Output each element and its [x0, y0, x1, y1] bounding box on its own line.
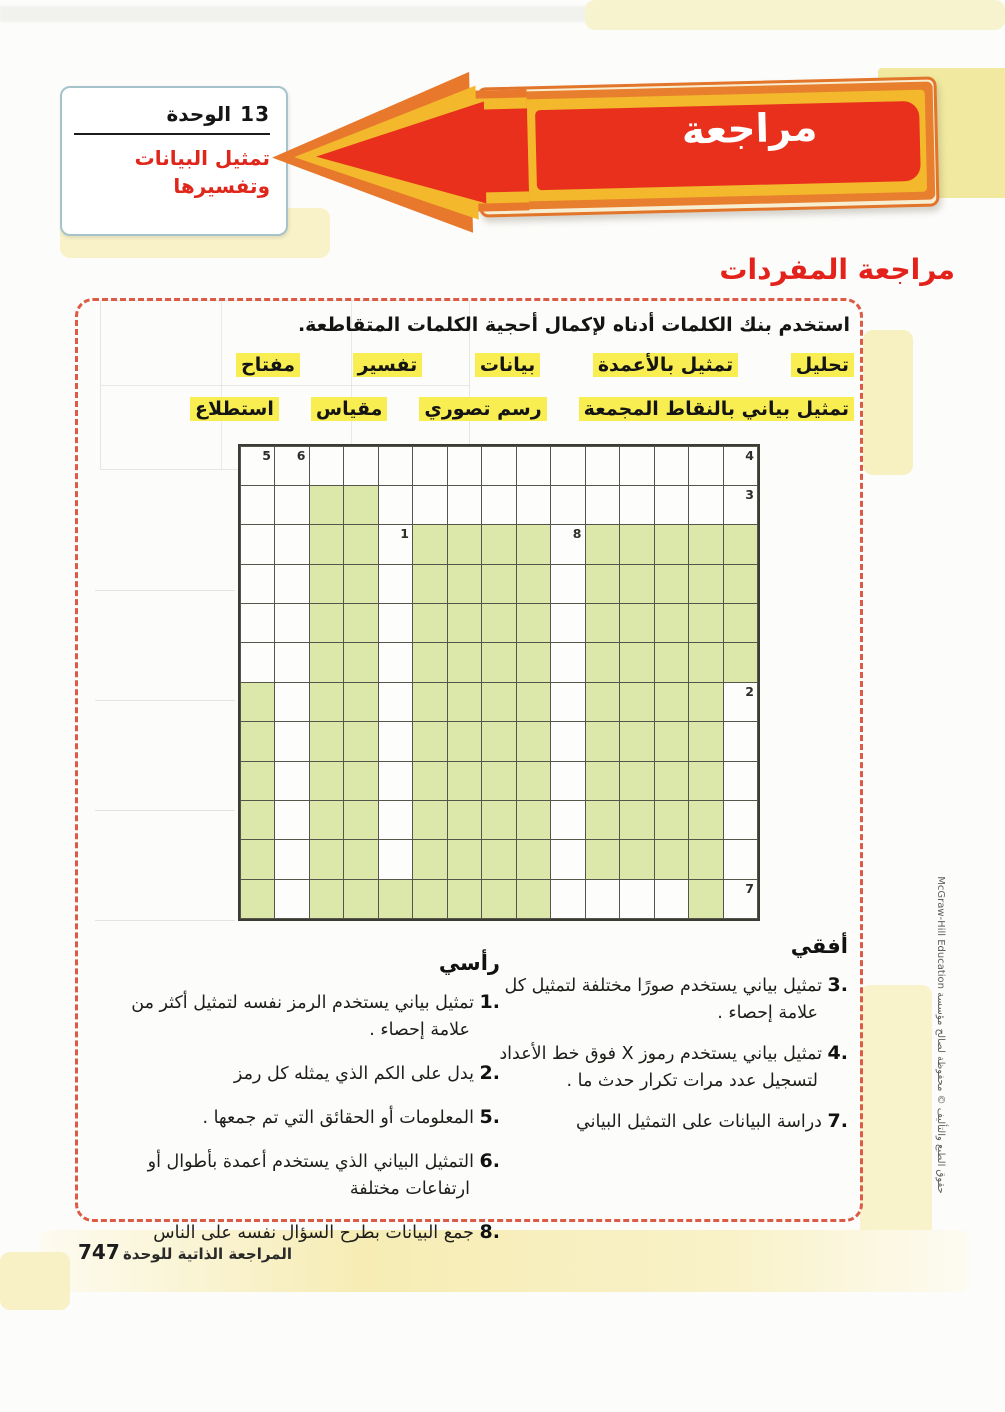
- crossword-cell: [585, 682, 621, 722]
- crossword-cell: [654, 485, 690, 525]
- crossword-cell: [688, 761, 724, 801]
- crossword-cell: [378, 642, 414, 682]
- unit-heading: [74, 102, 270, 126]
- crossword-cell: [240, 761, 276, 801]
- word-bank-row: [190, 397, 854, 421]
- crossword-cell: [516, 721, 552, 761]
- crossword-cell: [447, 800, 483, 840]
- crossword-cell: [412, 642, 448, 682]
- crossword-cell: [343, 721, 379, 761]
- crossword-cell: [585, 485, 621, 525]
- crossword-cell-number: 3: [745, 486, 754, 502]
- crossword-cell: [619, 485, 655, 525]
- across-clue-list: [490, 972, 848, 1136]
- crossword-cell: [516, 485, 552, 525]
- crossword-cell: [309, 603, 345, 643]
- word-bank-item: تفسير: [353, 353, 423, 377]
- down-heading: رأسي: [438, 951, 500, 975]
- crossword-cell: [378, 800, 414, 840]
- word-bank-item: تحليل: [791, 353, 854, 377]
- clue-item: [490, 1040, 848, 1095]
- page-footer: [78, 1240, 292, 1264]
- crossword-cell: [343, 524, 379, 564]
- crossword-cell: [412, 564, 448, 604]
- crossword-cell: [412, 524, 448, 564]
- crossword-cell: [585, 524, 621, 564]
- copyright-vertical-text: حقوق الطبع والتأليف © محفوظة لصالح مؤسسة McGraw-Hill Education: [935, 876, 946, 1194]
- crossword-cell: [447, 682, 483, 722]
- clue-text: المعلومات أو الحقائق التي تم جمعها .: [202, 1108, 480, 1128]
- clue-number: 7.: [827, 1110, 848, 1132]
- crossword-cell: [619, 603, 655, 643]
- crossword-cell: [274, 839, 310, 879]
- crossword-cell: [274, 642, 310, 682]
- crossword-cell: [654, 879, 690, 919]
- crossword-cell: [274, 524, 310, 564]
- crossword-cell: [619, 524, 655, 564]
- crossword-cell: [240, 879, 276, 919]
- crossword-cell: [516, 761, 552, 801]
- crossword-cell: [654, 761, 690, 801]
- unit-number: 13: [240, 102, 270, 126]
- crossword-cell: [723, 800, 759, 840]
- clue-number: 4.: [827, 1042, 848, 1064]
- crossword-cell: [723, 524, 759, 564]
- crossword-cell: [240, 524, 276, 564]
- crossword-cell: [481, 446, 517, 486]
- crossword-cell: [516, 524, 552, 564]
- crossword-cell: [378, 564, 414, 604]
- crossword-cell: [412, 446, 448, 486]
- crossword-cell: [447, 485, 483, 525]
- review-banner: [476, 76, 939, 217]
- clue-text: تمثيل بياني يستخدم الرمز نفسه لتمثيل أكثر من علامة إحصاء .: [131, 993, 480, 1040]
- crossword-cell: [723, 721, 759, 761]
- crossword-cell: [274, 446, 310, 486]
- crossword-cell: [481, 800, 517, 840]
- crossword-cell: [688, 839, 724, 879]
- crossword-cell: [274, 721, 310, 761]
- crossword-cell: [447, 564, 483, 604]
- crossword-cell: [585, 721, 621, 761]
- unit-label: الوحدة: [166, 102, 232, 126]
- crossword-cell: [343, 800, 379, 840]
- clue-item: [94, 1148, 500, 1203]
- crossword-cell: [654, 564, 690, 604]
- crossword-cell: [274, 761, 310, 801]
- clue-item: [490, 972, 848, 1027]
- crossword-cell: [343, 879, 379, 919]
- crossword-cell: [550, 682, 586, 722]
- clue-text: دراسة البيانات على التمثيل البياني: [576, 1112, 828, 1132]
- crossword-cell: [723, 761, 759, 801]
- crossword-cell: [585, 446, 621, 486]
- unit-title-line1: تمثيل البيانات: [134, 146, 270, 170]
- crossword-cell: [481, 524, 517, 564]
- crossword-cell: [274, 800, 310, 840]
- crossword-cell: [343, 603, 379, 643]
- crossword-cell: [378, 721, 414, 761]
- crossword-cell: [481, 879, 517, 919]
- crossword-cell: [309, 446, 345, 486]
- crossword-cell: [619, 642, 655, 682]
- crossword-cell: [481, 761, 517, 801]
- crossword-cell: [550, 800, 586, 840]
- crossword-cell: [550, 761, 586, 801]
- clue-text: التمثيل البياني الذي يستخدم أعمدة بأطوال أو ارتفاعات مختلفة: [147, 1152, 480, 1199]
- crossword-cell: [378, 446, 414, 486]
- crossword-cell: [343, 485, 379, 525]
- crossword-cell: [481, 564, 517, 604]
- crossword-cell-number: 2: [745, 683, 754, 699]
- crossword-cell: [723, 839, 759, 879]
- clue-number: 2.: [479, 1062, 500, 1084]
- crossword-cell-number: 4: [745, 447, 754, 463]
- crossword-cell: [240, 800, 276, 840]
- crossword-cell: [412, 761, 448, 801]
- crossword-cell: [550, 524, 586, 564]
- crossword-cell: [343, 839, 379, 879]
- crossword-cell: [309, 564, 345, 604]
- crossword-cell: [723, 603, 759, 643]
- crossword-cell: [688, 485, 724, 525]
- crossword-cell: [378, 879, 414, 919]
- crossword-cell: [585, 839, 621, 879]
- crossword-cell: [688, 682, 724, 722]
- crossword-cell: [343, 446, 379, 486]
- clue-text: تمثيل بياني يستخدم صورًا مختلفة لتمثيل كل علامة إحصاء .: [504, 976, 828, 1023]
- unit-title-line2: وتفسيرها: [173, 174, 270, 198]
- crossword-cell: [240, 446, 276, 486]
- crossword-cell: [723, 879, 759, 919]
- crossword-cell: [585, 564, 621, 604]
- crossword-cell: [447, 524, 483, 564]
- clue-item: [490, 1108, 848, 1136]
- crossword-cell: [654, 603, 690, 643]
- crossword-cell: [378, 603, 414, 643]
- crossword-cell: [240, 564, 276, 604]
- crossword-cell: [688, 879, 724, 919]
- crossword-cell: [723, 682, 759, 722]
- word-bank-row: [236, 353, 854, 377]
- clue-number: 3.: [827, 974, 848, 996]
- vocabulary-review-box: [75, 298, 863, 1243]
- crossword-cell: [309, 761, 345, 801]
- banner-title: مراجعة: [681, 105, 818, 154]
- crossword-cell: [378, 839, 414, 879]
- crossword-cell: [688, 524, 724, 564]
- crossword-cell: [481, 721, 517, 761]
- crossword-cell: [240, 721, 276, 761]
- crossword-cell-number: 7: [745, 880, 754, 896]
- crossword-cell: [240, 485, 276, 525]
- crossword-cell: [447, 446, 483, 486]
- crossword-cell: [378, 682, 414, 722]
- crossword-cell: [309, 524, 345, 564]
- clue-number: 8.: [479, 1221, 500, 1243]
- word-bank-item: مقياس: [311, 397, 388, 421]
- crossword-cell: [378, 524, 414, 564]
- crossword-cell: [309, 642, 345, 682]
- crossword-cell: [412, 879, 448, 919]
- crossword-cell: [619, 800, 655, 840]
- crossword-cell: [481, 485, 517, 525]
- clue-item: [94, 989, 500, 1044]
- crossword-cell: [309, 839, 345, 879]
- crossword-cell: [447, 642, 483, 682]
- crossword-cell: [688, 721, 724, 761]
- crossword-cell: [516, 682, 552, 722]
- unit-title: [74, 144, 270, 200]
- yellow-wash: [585, 0, 1005, 30]
- crossword-cell: [309, 682, 345, 722]
- crossword-cell: [447, 839, 483, 879]
- clue-text: جمع البيانات بطرح السؤال نفسه على الناس: [153, 1223, 480, 1243]
- crossword-cell: [343, 682, 379, 722]
- crossword-grid: [238, 444, 760, 921]
- crossword-cell: [240, 682, 276, 722]
- crossword-cell: [516, 446, 552, 486]
- crossword-cell: [654, 524, 690, 564]
- crossword-cell: [688, 564, 724, 604]
- crossword-cell: [343, 642, 379, 682]
- yellow-wash: [863, 330, 913, 475]
- crossword-cell: [412, 800, 448, 840]
- section-title: مراجعة المفردات: [719, 253, 955, 286]
- word-bank-item: رسم تصوري: [419, 397, 546, 421]
- crossword-cell: [274, 485, 310, 525]
- crossword-cell: [481, 682, 517, 722]
- crossword-cell: [550, 603, 586, 643]
- crossword-cell: [447, 879, 483, 919]
- crossword-cell: [378, 761, 414, 801]
- crossword-cell: [550, 839, 586, 879]
- crossword-cell: [550, 642, 586, 682]
- clue-text: يدل على الكم الذي يمثله كل رمز: [233, 1064, 480, 1084]
- crossword-cell: [412, 603, 448, 643]
- crossword-cell-number: 6: [296, 447, 306, 463]
- crossword-cell: [481, 603, 517, 643]
- crossword-cell: [550, 446, 586, 486]
- crossword-cell: [550, 564, 586, 604]
- crossword-cell: [585, 603, 621, 643]
- crossword-cell: [343, 761, 379, 801]
- yellow-wash: [0, 1252, 70, 1310]
- crossword-cell-number: 1: [400, 526, 409, 542]
- crossword-cell: [688, 800, 724, 840]
- arrow-left-icon: [264, 70, 530, 240]
- crossword-cell: [447, 721, 483, 761]
- word-bank-item: استطلاع: [190, 397, 279, 421]
- crossword-cell: [240, 839, 276, 879]
- crossword-cell: [619, 446, 655, 486]
- clue-text: تمثيل بياني يستخدم رموز X فوق خط الأعداد لتسجيل عدد مرات تكرار حدث ما .: [499, 1044, 828, 1091]
- unit-divider: [74, 133, 270, 135]
- crossword-cell: [688, 446, 724, 486]
- crossword-cell: [619, 721, 655, 761]
- clue-number: 6.: [479, 1150, 500, 1172]
- across-heading: أفقي: [790, 934, 848, 958]
- clue-number: 5.: [479, 1106, 500, 1128]
- crossword-cell: [585, 879, 621, 919]
- crossword-cell: [516, 839, 552, 879]
- crossword-cell: [274, 603, 310, 643]
- crossword-cell: [723, 642, 759, 682]
- unit-info-box: [60, 86, 288, 236]
- crossword-cell: [516, 642, 552, 682]
- crossword-cell: [585, 761, 621, 801]
- crossword-cell: [309, 485, 345, 525]
- word-bank-item: بيانات: [475, 353, 540, 377]
- crossword-cell: [654, 446, 690, 486]
- crossword-cell: [412, 721, 448, 761]
- crossword-cell: [585, 642, 621, 682]
- crossword-cell: [654, 721, 690, 761]
- down-clue-list: [94, 989, 500, 1247]
- crossword-cell: [274, 879, 310, 919]
- crossword-cell: [516, 879, 552, 919]
- crossword-cell: [654, 642, 690, 682]
- crossword-cell: [585, 800, 621, 840]
- clue-item: [94, 1060, 500, 1088]
- crossword-cell: [240, 603, 276, 643]
- crossword-cell: [481, 642, 517, 682]
- crossword-cell: [412, 839, 448, 879]
- crossword-cell: [688, 603, 724, 643]
- crossword-cell: [619, 682, 655, 722]
- crossword-cell: [240, 642, 276, 682]
- crossword-cell: [309, 800, 345, 840]
- crossword-cell: [550, 721, 586, 761]
- crossword-cell: [516, 603, 552, 643]
- crossword-cell: [516, 564, 552, 604]
- instruction-text: استخدم بنك الكلمات أدناه لإكمال أحجية الكلمات المتقاطعة.: [297, 314, 850, 336]
- crossword-cell: [619, 761, 655, 801]
- crossword-cell: [654, 839, 690, 879]
- crossword-cell: [516, 800, 552, 840]
- clue-item: [94, 1104, 500, 1132]
- crossword-cell: [619, 879, 655, 919]
- crossword-cell: [723, 485, 759, 525]
- crossword-cell: [654, 682, 690, 722]
- crossword-cell: [447, 761, 483, 801]
- crossword-cell: [550, 485, 586, 525]
- crossword-cell: [481, 839, 517, 879]
- crossword-cell: [309, 879, 345, 919]
- across-clues-column: [490, 934, 848, 1149]
- crossword-cell: [550, 879, 586, 919]
- clue-number: 1.: [479, 991, 500, 1013]
- crossword-cell-number: 5: [262, 447, 271, 463]
- footer-label: المراجعة الذاتية للوحدة: [122, 1245, 292, 1263]
- word-bank-item: تمثيل بالأعمدة: [593, 353, 738, 377]
- crossword-cell: [654, 800, 690, 840]
- crossword-cell: [688, 642, 724, 682]
- crossword-cell: [619, 564, 655, 604]
- word-bank-item: تمثيل بياني بالنقاط المجمعة: [579, 397, 854, 421]
- crossword-cell: [412, 485, 448, 525]
- crossword-cell: [309, 721, 345, 761]
- crossword-cell-number: 8: [572, 526, 582, 542]
- page-number: 747: [78, 1240, 120, 1264]
- crossword-cell: [723, 446, 759, 486]
- crossword-cell: [723, 564, 759, 604]
- down-clues-column: [94, 951, 500, 1263]
- crossword-cell: [274, 682, 310, 722]
- crossword-cell: [412, 682, 448, 722]
- crossword-cell: [274, 564, 310, 604]
- word-bank-item: مفتاح: [236, 353, 300, 377]
- crossword-cell: [343, 564, 379, 604]
- crossword-cell: [378, 485, 414, 525]
- crossword-cell: [619, 839, 655, 879]
- crossword-cell: [447, 603, 483, 643]
